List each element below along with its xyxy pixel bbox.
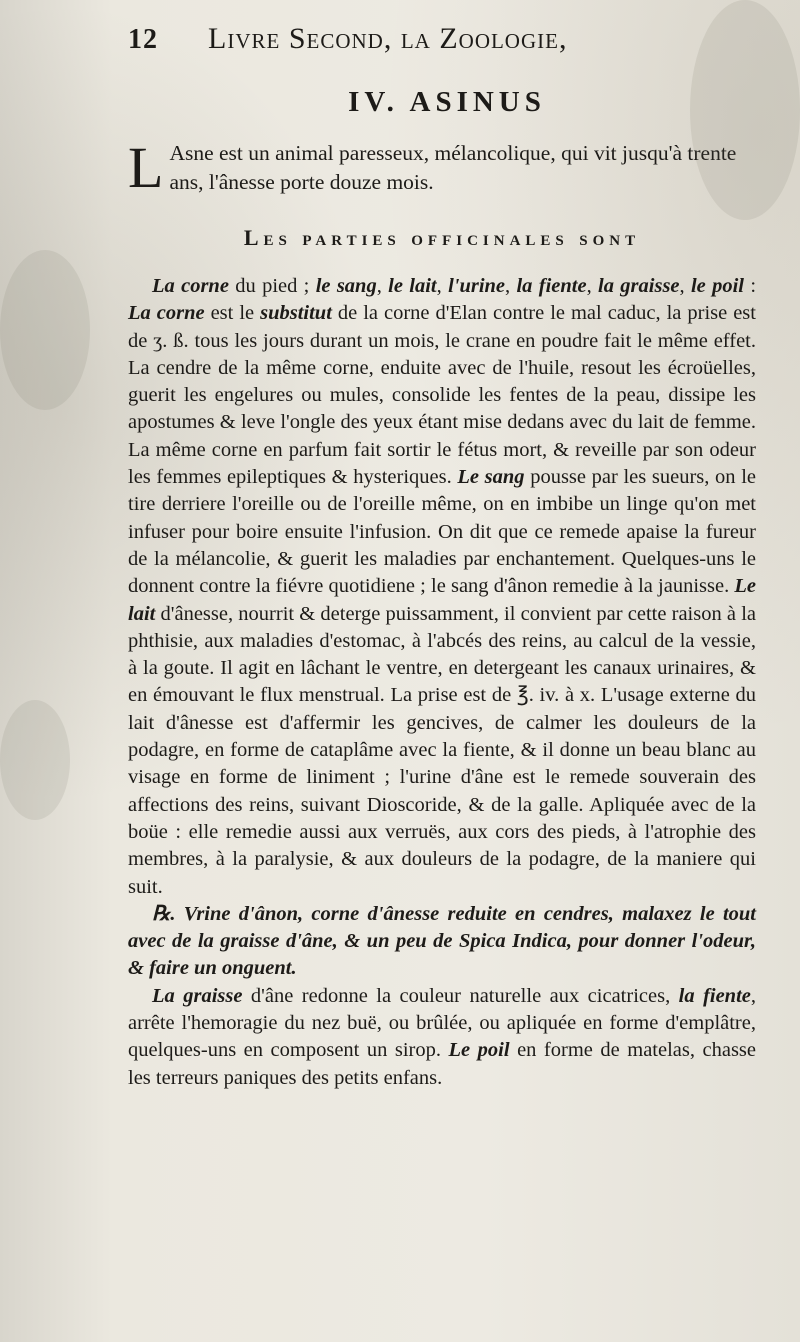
term: Le sang (457, 466, 525, 489)
main-paragraph (128, 273, 756, 901)
text-run: , (505, 275, 517, 297)
text-run: , arrête l'hemoragie du nez buë, ou brûlée, ou apliquée en forme d'emplâtre, quelques-uns en composent un sirop. (128, 984, 757, 1062)
text-run: d'ânesse, nourrit & deterge puissamment, il convient par cette raison à la phthisie, aux maladies d'estomac, à l'abcés des reins, au calcul de la vessie, à la goute. Il agit en lâchant le ventre, en detergeant les canaux urinaires, & en émouvant le flux menstrual. La prise est de ℥. iv. à x. L'usage externe du lait d'ânesse est d'affermir les gencives, de calmer les douleurs de la podagre, en forme de cataplâme avec la fiente, & il donne un beau blanc au visage en forme de liniment ; l'urine d'âne est le remede souverain des affections des reins, suivant Dioscoride, & de la galle. Apliquée avec de la boüe : elle remedie aussi aux verruës, aux cors des pieds, à l'atrophie des membres, à la paralysie, & aux douleurs de la podagre, de la maniere qui suit. (128, 602, 756, 898)
intro-paragraph (128, 135, 756, 200)
term: Le lait (128, 575, 756, 625)
text-run: pousse par les sueurs, on le tire derriere l'oreille ou de l'oreille même, on en imbibe un linge qu'on met infuser pour boire ensuite l'infusion. On dit que ce remede apaise la fureur de la mélancolie, & guerit les maladies par enchantement. Quelques-uns le donnent contre la fiévre quotidiene ; le sang d'ânon remedie à la jaunisse. (128, 466, 756, 598)
intro-text: Asne est un animal paresseux, mélancolique, qui vit jusqu'à trente ans, l'ânesse porte douze mois. (169, 141, 737, 194)
text-run: d'âne redonne la couleur naturelle aux cicatrices, (242, 984, 679, 1007)
term: La graisse (152, 984, 243, 1007)
text-run: , (586, 275, 599, 297)
term: l'urine (448, 275, 506, 297)
text-run: , (679, 275, 691, 297)
text-run: de la corne d'Elan contre le mal caduc, la prise est de ʒ. ß. tous les jours durant un mois, le crane en poudre fait le même effet. La cendre de la même corne, enduite avec de l'huile, resout les écroüelles, guerit les engelures ou mules, consolide les fentes de la peau, dissipe les apostumes & leve l'ongle des yeux étant mise dedans avec du lait de femme. La même corne en parfum fait sortir le fétus mort, & reveille par son odeur les femmes epileptiques & hysteriques. (128, 302, 756, 489)
page-number: 12 (128, 24, 158, 55)
term: la fiente (516, 275, 587, 297)
chapter-title: IV. ASINUS (348, 86, 546, 118)
section-heading: Les parties officinales sont (243, 225, 641, 250)
text-run: du pied ; (228, 275, 316, 297)
term: La corne (128, 302, 205, 325)
term: La corne (152, 275, 229, 297)
paper-stain (0, 700, 70, 820)
paper-stain (690, 0, 800, 220)
running-title: Livre Second, la Zoologie, (208, 22, 568, 55)
paper-stain (0, 250, 90, 410)
running-header (128, 22, 756, 68)
text-run: en forme de matelas, chasse les terreurs paniques des petits enfans. (128, 1039, 757, 1089)
term: le lait (388, 275, 437, 297)
term: Le poil (448, 1039, 510, 1062)
term: le poil (690, 275, 744, 297)
term: la graisse (598, 275, 680, 297)
term: substitut (260, 302, 332, 325)
final-paragraph (128, 983, 756, 1092)
text-run: , (376, 275, 389, 297)
text-run: : (744, 275, 757, 297)
drop-cap: L (128, 135, 164, 200)
text-run: , (436, 275, 449, 297)
text-run: est le (204, 302, 261, 325)
recipe-paragraph: ℞. Vrine d'ânon, corne d'ânesse reduite en cendres, malaxez le tout avec de la graisse d'âne, & un peu de Spica Indica, pour donner l'odeur, & faire un onguent. (128, 902, 756, 980)
term: la fiente (678, 984, 751, 1007)
term: le sang (315, 275, 377, 297)
